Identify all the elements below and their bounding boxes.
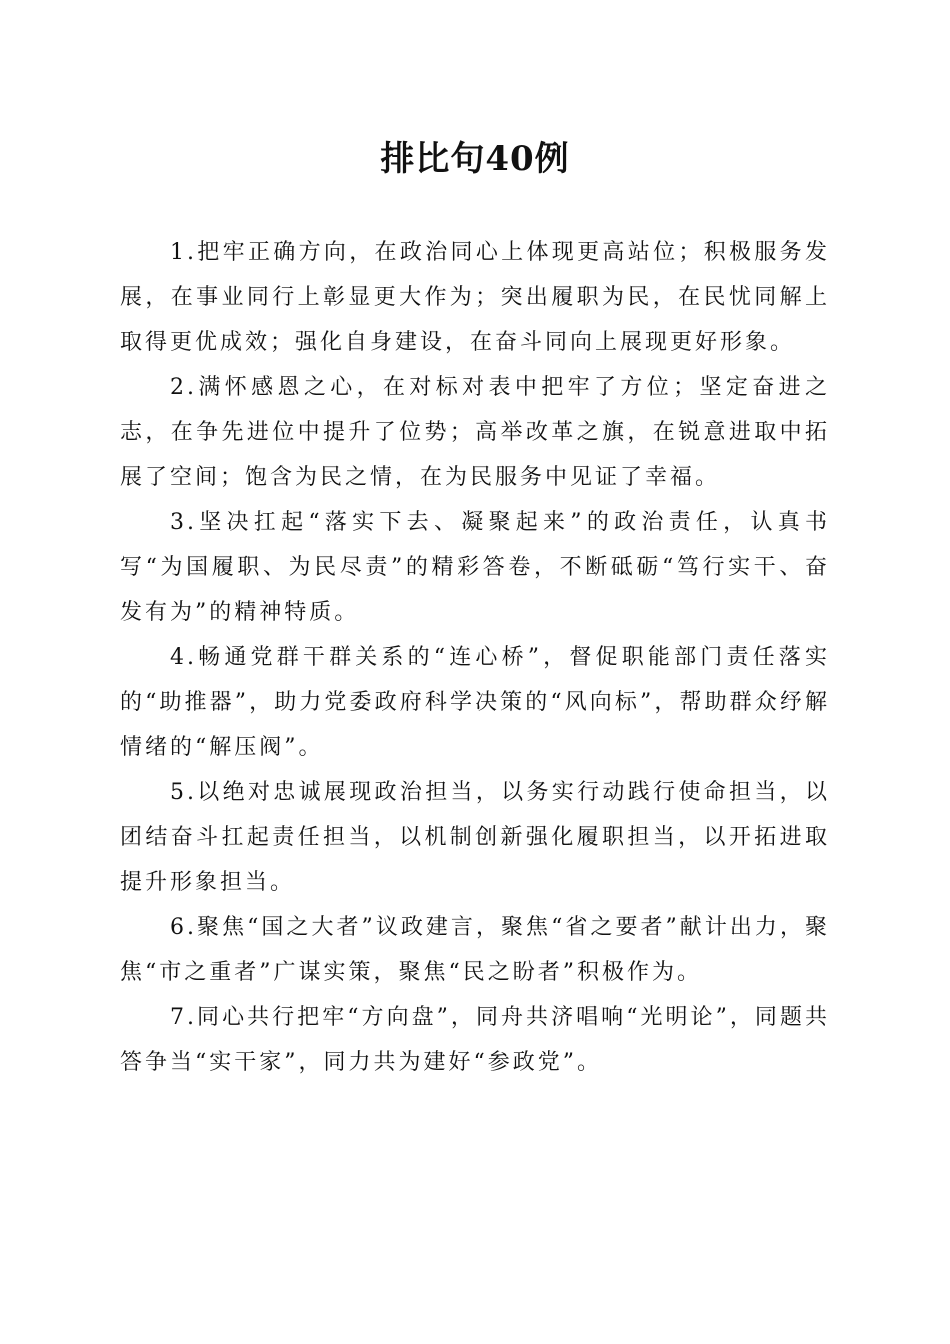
document-body xyxy=(120,230,830,1085)
document-title: 排比句40例 xyxy=(380,139,570,179)
paragraph-5: 5.以绝对忠诚展现政治担当，以务实行动践行使命担当，以团结奋斗扛起责任担当，以机制创新强化履职担当，以开拓进取提升形象担当。 xyxy=(120,780,830,895)
paragraph-4: 4.畅通党群干群关系的“连心桥”，督促职能部门责任落实的“助推器”，助力党委政府科学决策的“风向标”，帮助群众纾解情绪的“解压阀”。 xyxy=(120,645,830,760)
paragraph-3: 3.坚决扛起“落实下去、凝聚起来”的政治责任，认真书写“为国履职、为民尽责”的精彩答卷，不断砥砺“笃行实干、奋发有为”的精神特质。 xyxy=(120,510,830,625)
paragraph-1: 1.把牢正确方向，在政治同心上体现更高站位；积极服务发展，在事业同行上彰显更大作为；突出履职为民，在民忧同解上取得更优成效；强化自身建设，在奋斗同向上展现更好形象。 xyxy=(120,240,830,355)
paragraph-7: 7.同心共行把牢“方向盘”，同舟共济唱响“光明论”，同题共答争当“实干家”，同力共为建好“参政党”。 xyxy=(120,1005,830,1075)
paragraph-2: 2.满怀感恩之心，在对标对表中把牢了方位；坚定奋进之志，在争先进位中提升了位势；高举改革之旗，在锐意进取中拓展了空间；饱含为民之情，在为民服务中见证了幸福。 xyxy=(120,375,830,490)
paragraph-6: 6.聚焦“国之大者”议政建言，聚焦“省之要者”献计出力，聚焦“市之重者”广谋实策，聚焦“民之盼者”积极作为。 xyxy=(120,915,830,985)
